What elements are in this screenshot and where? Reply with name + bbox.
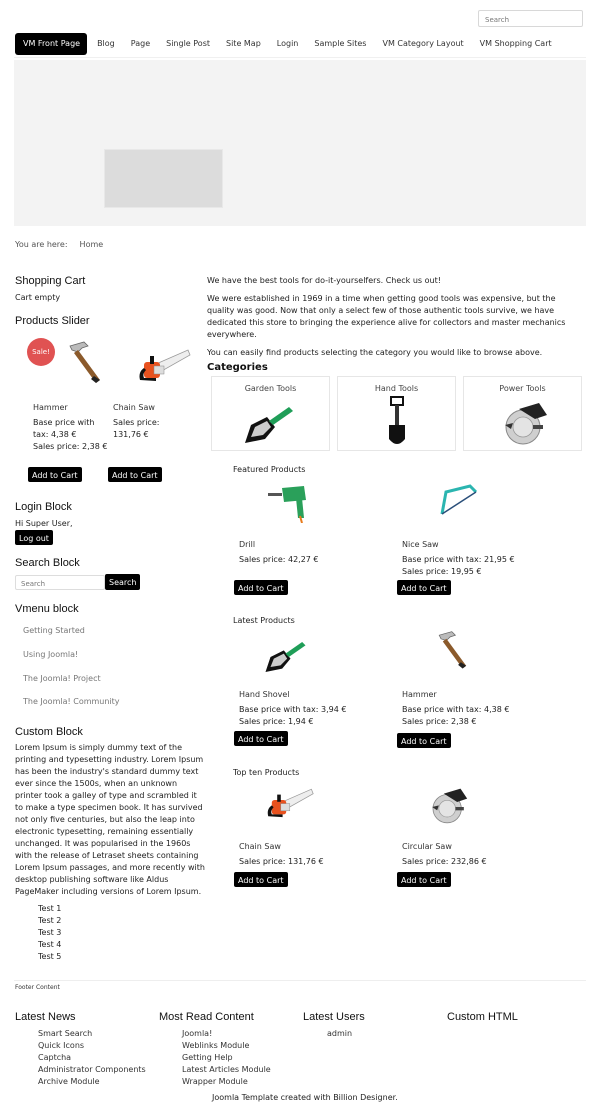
intro-text [207, 275, 585, 365]
product-price: Sales price: 2,38 € [402, 717, 477, 726]
hero-banner [14, 60, 586, 226]
custom-html-title: Custom HTML [447, 1011, 518, 1023]
most-read-item[interactable]: Getting Help [182, 1053, 233, 1062]
nav-item-vm-category-layout[interactable]: VM Category Layout [382, 39, 464, 48]
breadcrumb-label: You are here: [15, 240, 68, 249]
nav-item-page[interactable]: Page [130, 39, 151, 48]
slider-price-line: Base price with [33, 418, 95, 427]
product-price: Sales price: 131,76 € [239, 857, 324, 866]
nav-item-vm-front-page[interactable]: VM Front Page [15, 33, 87, 55]
login-block-title: Login Block [15, 501, 72, 513]
vmenu-item-joomla-community[interactable]: The Joomla! Community [23, 697, 120, 706]
hacksaw-product-image[interactable] [428, 478, 488, 523]
footer-divider [14, 980, 586, 981]
slider-price-line: Sales price: [113, 418, 160, 427]
test-list-item: Test 2 [38, 916, 62, 925]
most-read-item[interactable]: Wrapper Module [182, 1077, 248, 1086]
category-hand-tools[interactable] [337, 376, 456, 451]
circular-saw-icon [489, 395, 559, 449]
latest-news-item[interactable]: Quick Icons [38, 1041, 85, 1050]
latest-users-title: Latest Users [303, 1011, 365, 1023]
product-price: Base price with tax: 21,95 € [402, 555, 515, 564]
latest-products-title: Latest Products [233, 616, 295, 625]
product-name[interactable]: Chain Saw [239, 842, 281, 851]
add-to-cart-button[interactable]: Add to Cart [397, 580, 451, 595]
add-to-cart-button[interactable]: Add to Cart [108, 467, 162, 482]
categories-title: Categories [207, 362, 268, 373]
latest-news-item[interactable]: Smart Search [38, 1029, 93, 1038]
slider-price-line: Sales price: 2,38 € [33, 442, 108, 451]
breadcrumb [15, 240, 103, 249]
category-label: Hand Tools [374, 384, 419, 393]
sale-badge: Sale! [27, 338, 55, 366]
vmenu-item-getting-started[interactable]: Getting Started [23, 626, 85, 635]
latest-news-item[interactable]: Captcha [38, 1053, 72, 1062]
product-price: Sales price: 42,27 € [239, 555, 319, 564]
main-nav [15, 33, 560, 55]
custom-block-title: Custom Block [15, 726, 83, 738]
nav-item-vm-shopping-cart[interactable]: VM Shopping Cart [479, 39, 552, 48]
cart-status: Cart empty [15, 293, 61, 302]
category-label: Garden Tools [244, 384, 297, 393]
hammer-product-image[interactable] [52, 338, 112, 388]
add-to-cart-button[interactable]: Add to Cart [397, 872, 451, 887]
add-to-cart-button[interactable]: Add to Cart [234, 580, 288, 595]
product-price: Base price with tax: 4,38 € [402, 705, 510, 714]
most-read-item[interactable]: Joomla! [182, 1029, 213, 1038]
shovel-icon [363, 395, 433, 449]
slider-product-name[interactable]: Hammer [33, 403, 68, 412]
test-list-item: Test 5 [38, 952, 62, 961]
chainsaw-product-image[interactable] [258, 782, 318, 827]
shopping-cart-title: Shopping Cart [15, 275, 86, 287]
latest-user-item[interactable]: admin [327, 1029, 353, 1038]
circular-saw-product-image[interactable] [418, 782, 478, 827]
product-price: Sales price: 232,86 € [402, 857, 487, 866]
intro-paragraph: You can easily find products selecting the category you would like to browse above. [207, 348, 543, 357]
category-label: Power Tools [499, 384, 546, 393]
vmenu-item-joomla-project[interactable]: The Joomla! Project [23, 674, 101, 683]
footer-credit: Joomla Template created with Billion Designer. [212, 1093, 398, 1102]
add-to-cart-button[interactable]: Add to Cart [28, 467, 82, 482]
top-ten-products-title: Top ten Products [233, 768, 300, 777]
login-greeting: Hi Super User, [15, 519, 73, 528]
breadcrumb-home-link[interactable]: Home [79, 240, 104, 249]
nav-item-sample-sites[interactable]: Sample Sites [314, 39, 367, 48]
products-slider-title: Products Slider [15, 315, 90, 327]
header-search-input[interactable]: Search [478, 10, 583, 27]
test-list-item: Test 3 [38, 928, 62, 937]
nav-divider [14, 57, 586, 58]
slider-product-name[interactable]: Chain Saw [113, 403, 155, 412]
product-name[interactable]: Hand Shovel [239, 690, 290, 699]
logout-button[interactable]: Log out [15, 530, 53, 545]
latest-news-item[interactable]: Archive Module [38, 1077, 100, 1086]
hero-image-placeholder [104, 149, 223, 208]
add-to-cart-button[interactable]: Add to Cart [234, 872, 288, 887]
trowel-icon [237, 395, 307, 449]
product-name[interactable]: Nice Saw [402, 540, 439, 549]
product-price: Base price with tax: 3,94 € [239, 705, 347, 714]
test-list-item: Test 1 [38, 904, 62, 913]
category-power-tools[interactable] [463, 376, 582, 451]
product-price: Sales price: 1,94 € [239, 717, 314, 726]
nav-item-single-post[interactable]: Single Post [166, 39, 210, 48]
test-list [38, 903, 61, 963]
footer-content-label: Footer Content [15, 984, 60, 991]
featured-products-title: Featured Products [233, 465, 306, 474]
category-garden-tools[interactable] [211, 376, 330, 451]
add-to-cart-button[interactable]: Add to Cart [397, 733, 451, 748]
nav-item-blog[interactable]: Blog [97, 39, 115, 48]
chainsaw-product-image[interactable] [132, 342, 192, 392]
most-read-item[interactable]: Latest Articles Module [182, 1065, 271, 1074]
vmenu-block-title: Vmenu block [15, 603, 79, 615]
nav-item-login[interactable]: Login [276, 39, 299, 48]
drill-product-image[interactable] [262, 478, 322, 523]
product-name[interactable]: Drill [239, 540, 256, 549]
search-block-title: Search Block [15, 557, 80, 569]
nav-item-site-map[interactable]: Site Map [226, 39, 261, 48]
custom-block-text: Lorem Ipsum is simply dummy text of the printing and typesetting industry. Lorem Ipsum has been the industry's standard dummy text ever since the 1500s, when an unknown printer took a galley of type and scrambled it to make a type specimen book. It has survived not only five centuries, but also the leap into electronic typesetting, remaining essentially unchanged. It was popularised in the 1960s with the release of Letraset sheets containing Lorem Ipsum passages, and more recently with desktop publishing software like Aldus PageMaker including versions of Lorem Ipsum. [15, 743, 205, 896]
hammer-product-image[interactable] [420, 628, 480, 673]
product-name[interactable]: Hammer [402, 690, 437, 699]
test-list-item: Test 4 [38, 940, 62, 949]
latest-news-list [38, 1028, 146, 1088]
slider-price-line: 131,76 € [113, 430, 149, 439]
slider-price-line: tax: 4,38 € [33, 430, 77, 439]
product-name[interactable]: Circular Saw [402, 842, 452, 851]
intro-paragraph: We were established in 1969 in a time when getting good tools was expensive, but the quality was good. Now that only a select few of those authentic tools survive, we have dedicated this store to bringing the experience alive for collectors and master mechanics everywhere. [207, 294, 566, 339]
search-block-input[interactable]: Search [15, 575, 105, 590]
latest-news-item[interactable]: Administrator Components [38, 1065, 146, 1074]
intro-paragraph: We have the best tools for do-it-yourselfers. Check us out! [207, 276, 441, 285]
search-button[interactable]: Search [105, 574, 140, 590]
most-read-item[interactable]: Weblinks Module [182, 1041, 250, 1050]
product-price: Sales price: 19,95 € [402, 567, 482, 576]
latest-users-list [327, 1028, 352, 1040]
most-read-list [182, 1028, 271, 1088]
add-to-cart-button[interactable]: Add to Cart [234, 731, 288, 746]
hand-shovel-product-image[interactable] [258, 632, 318, 677]
latest-news-title: Latest News [15, 1011, 76, 1023]
vmenu-item-using-joomla[interactable]: Using Joomla! [23, 650, 79, 659]
most-read-title: Most Read Content [159, 1011, 254, 1023]
